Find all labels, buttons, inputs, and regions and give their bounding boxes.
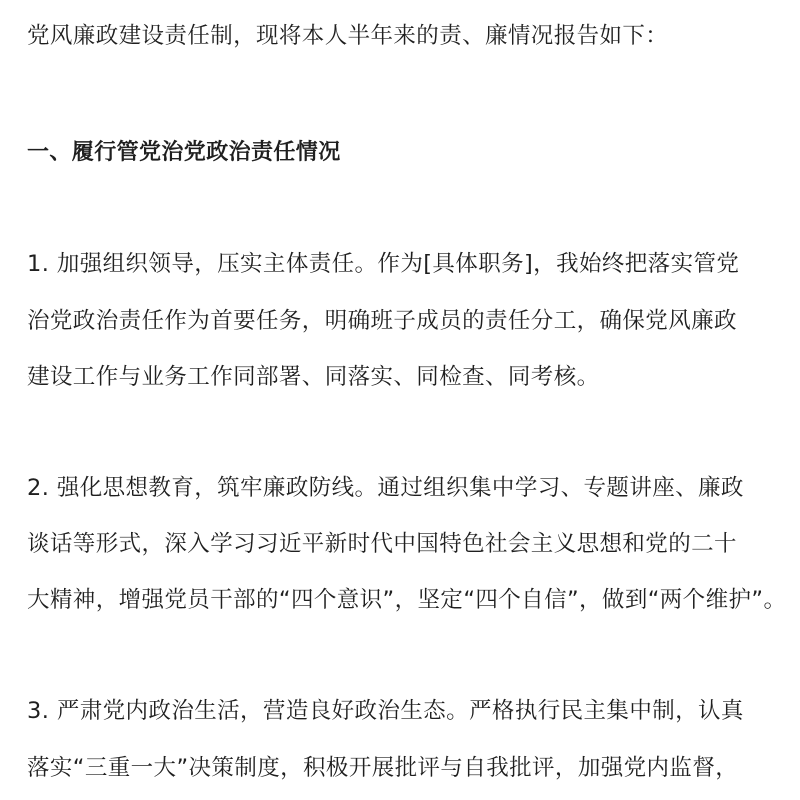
section-heading: 一、履行管党治党政治责任情况 bbox=[27, 140, 341, 165]
paragraph-line: 谈话等形式，深入学习习近平新时代中国特色社会主义思想和党的二十 bbox=[27, 531, 737, 557]
paragraph-line: 建设工作与业务工作同部署、同落实、同检查、同考核。 bbox=[27, 364, 600, 390]
paragraph-line: 2. 强化思想教育，筑牢廉政防线。通过组织集中学习、专题讲座、廉政 bbox=[27, 475, 744, 501]
paragraph-line: 治党政治责任作为首要任务，明确班子成员的责任分工，确保党风廉政 bbox=[27, 308, 737, 334]
intro-line: 党风廉政建设责任制，现将本人半年来的责、廉情况报告如下： bbox=[27, 23, 669, 49]
paragraph-line: 大精神，增强党员干部的“四个意识”，坚定“四个自信”，做到“两个维护”。 bbox=[27, 587, 787, 613]
paragraph-line: 3. 严肃党内政治生活，营造良好政治生态。严格执行民主集中制，认真 bbox=[27, 698, 744, 724]
paragraph-line: 落实“三重一大”决策制度，积极开展批评与自我批评，加强党内监督， bbox=[27, 755, 739, 781]
paragraph-line: 1. 加强组织领导，压实主体责任。作为[具体职务]，我始终把落实管党 bbox=[27, 251, 740, 277]
